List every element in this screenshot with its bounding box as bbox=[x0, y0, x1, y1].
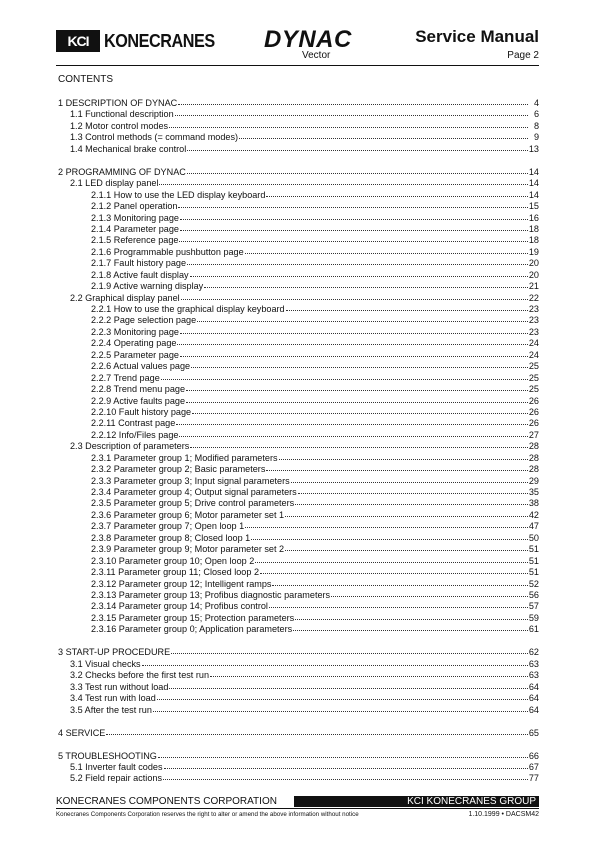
toc-entry[interactable] bbox=[58, 452, 539, 463]
toc-entry-page: 61 bbox=[528, 624, 539, 635]
toc-dot-leader bbox=[190, 269, 528, 277]
toc-entry[interactable] bbox=[58, 669, 539, 680]
toc-entry[interactable] bbox=[58, 543, 539, 554]
toc-dot-leader bbox=[163, 772, 528, 780]
toc-dot-leader bbox=[175, 108, 528, 116]
toc-entry-page: 23 bbox=[528, 326, 539, 337]
toc-entry-page: 56 bbox=[528, 589, 539, 600]
toc-dot-leader bbox=[272, 578, 527, 586]
toc-entry-title: 2.1.8 Active fault display bbox=[91, 269, 189, 280]
toc-entry-page: 13 bbox=[528, 143, 539, 154]
toc-dot-leader bbox=[187, 143, 528, 151]
toc-entry-title: 2.2.7 Trend page bbox=[91, 372, 160, 383]
toc-entry[interactable] bbox=[58, 440, 539, 451]
toc-entry[interactable] bbox=[58, 337, 539, 348]
toc-entry-title: 2.2.2 Page selection page bbox=[91, 315, 197, 326]
toc-entry[interactable] bbox=[58, 623, 539, 634]
toc-entry-title: 3 START-UP PROCEDURE bbox=[58, 647, 171, 658]
toc-entry[interactable] bbox=[58, 520, 539, 531]
toc-entry-page: 21 bbox=[528, 281, 539, 292]
toc-entry[interactable] bbox=[58, 395, 539, 406]
toc-entry-title: 1.4 Mechanical brake control bbox=[70, 143, 187, 154]
product-subtitle: Vector bbox=[302, 50, 331, 61]
footer-company: KONECRANES COMPONENTS CORPORATION bbox=[56, 796, 277, 807]
toc-entry-page: 24 bbox=[528, 338, 539, 349]
toc-dot-leader bbox=[158, 750, 528, 758]
toc-entry-title: 2.2.12 Info/Files page bbox=[91, 429, 179, 440]
toc-entry-page: 15 bbox=[528, 201, 539, 212]
toc-entry-title: 5.1 Inverter fault codes bbox=[70, 762, 163, 772]
toc-entry-title: 2.1.4 Parameter page bbox=[91, 223, 179, 234]
toc-entry-title: 2.3.6 Parameter group 6; Motor parameter set 1 bbox=[91, 509, 285, 520]
toc-entry-title: 2.3.4 Parameter group 4; Output signal parameters bbox=[91, 487, 297, 498]
toc-entry[interactable] bbox=[58, 772, 539, 783]
toc-entry[interactable] bbox=[58, 612, 539, 623]
toc-dot-leader bbox=[260, 566, 528, 574]
toc-dot-leader bbox=[178, 97, 528, 105]
toc-entry-page: 23 bbox=[528, 315, 539, 326]
toc-entry-page: 24 bbox=[528, 349, 539, 360]
toc-entry[interactable] bbox=[58, 600, 539, 611]
toc-dot-leader bbox=[187, 166, 528, 174]
toc-entry[interactable] bbox=[58, 360, 539, 371]
toc-dot-leader bbox=[286, 303, 528, 311]
toc-entry-page: 22 bbox=[528, 292, 539, 303]
toc-entry-title: 5 TROUBLESHOOTING bbox=[58, 750, 157, 761]
toc-dot-leader bbox=[266, 189, 527, 197]
toc-entry[interactable] bbox=[58, 383, 539, 394]
toc-entry-title: 2.3.5 Parameter group 5; Drive control parameters bbox=[91, 498, 295, 509]
toc-entry-page: 50 bbox=[528, 532, 539, 543]
toc-dot-leader bbox=[285, 509, 528, 517]
toc-entry-page: 18 bbox=[528, 235, 539, 246]
footer-group-banner: KCI KONECRANES GROUP bbox=[294, 796, 539, 807]
toc-entry[interactable] bbox=[58, 200, 539, 211]
toc-entry-page: 51 bbox=[528, 544, 539, 555]
toc-entry-page: 67 bbox=[528, 762, 539, 772]
toc-entry-page: 62 bbox=[528, 647, 539, 658]
toc-entry-title: 2.3.15 Parameter group 15; Protection parameters bbox=[91, 612, 295, 623]
toc-entry-page: 42 bbox=[528, 509, 539, 520]
toc-dot-leader bbox=[331, 589, 528, 597]
toc-entry[interactable] bbox=[58, 681, 539, 692]
toc-entry[interactable] bbox=[58, 555, 539, 566]
toc-entry-title: 1 DESCRIPTION OF DYNAC bbox=[58, 98, 178, 108]
toc-dot-leader bbox=[191, 360, 528, 368]
toc-dot-leader bbox=[197, 314, 528, 322]
toc-entry-page: 64 bbox=[528, 704, 539, 715]
footer-rule bbox=[56, 808, 539, 809]
toc-entry-title: 2.3.1 Parameter group 1; Modified parameters bbox=[91, 452, 278, 463]
toc-entry-title: 2.1 LED display panel bbox=[70, 178, 159, 189]
toc-dot-leader bbox=[179, 429, 527, 437]
table-of-contents bbox=[58, 97, 539, 784]
toc-entry-page: 14 bbox=[528, 166, 539, 177]
toc-entry[interactable] bbox=[58, 429, 539, 440]
toc-entry[interactable] bbox=[58, 326, 539, 337]
toc-entry-page: 14 bbox=[528, 178, 539, 189]
toc-entry-page: 28 bbox=[528, 441, 539, 452]
toc-entry-title: 2.1.7 Fault history page bbox=[91, 258, 187, 269]
toc-entry-page: 77 bbox=[528, 773, 539, 784]
toc-dot-leader bbox=[169, 120, 528, 128]
toc-entry[interactable] bbox=[58, 303, 539, 314]
header-rule bbox=[56, 65, 539, 66]
toc-dot-leader bbox=[161, 372, 528, 380]
toc-dot-leader bbox=[180, 223, 528, 231]
toc-dot-leader bbox=[169, 681, 527, 689]
toc-entry-page: 29 bbox=[528, 475, 539, 486]
toc-entry-page: 63 bbox=[528, 670, 539, 681]
toc-entry-title: 2.1.6 Programmable pushbutton page bbox=[91, 246, 244, 257]
toc-entry-title: 2.2.3 Monitoring page bbox=[91, 326, 179, 337]
toc-entry[interactable] bbox=[58, 97, 539, 108]
toc-entry-page: 26 bbox=[528, 406, 539, 417]
toc-dot-leader bbox=[266, 463, 527, 471]
toc-dot-leader bbox=[239, 131, 528, 139]
contents-heading: CONTENTS bbox=[58, 74, 113, 85]
toc-entry[interactable] bbox=[58, 566, 539, 577]
toc-entry-page: 14 bbox=[528, 189, 539, 200]
toc-dot-leader bbox=[153, 704, 528, 712]
toc-dot-leader bbox=[245, 246, 528, 254]
toc-entry[interactable] bbox=[58, 578, 539, 589]
toc-entry-title: 2.3.10 Parameter group 10; Open loop 2 bbox=[91, 555, 255, 566]
manual-title: Service Manual bbox=[415, 27, 539, 46]
toc-entry[interactable] bbox=[58, 108, 539, 119]
toc-entry-title: 2.1.1 How to use the LED display keyboard bbox=[91, 189, 266, 200]
page-number: Page 2 bbox=[507, 50, 539, 61]
toc-entry-title: 2.2.4 Operating page bbox=[91, 338, 177, 349]
toc-entry-title: 2.1.3 Monitoring page bbox=[91, 212, 179, 223]
toc-dot-leader bbox=[245, 520, 528, 528]
toc-entry-title: 2.2.5 Parameter page bbox=[91, 349, 179, 360]
toc-entry-title: 2.1.2 Panel operation bbox=[91, 201, 178, 212]
toc-entry[interactable] bbox=[58, 417, 539, 428]
toc-dot-leader bbox=[176, 417, 528, 425]
toc-entry[interactable] bbox=[58, 177, 539, 188]
toc-dot-leader bbox=[295, 497, 528, 505]
toc-dot-leader bbox=[251, 532, 528, 540]
toc-entry-title: 3.1 Visual checks bbox=[70, 658, 141, 669]
toc-entry-page: 8 bbox=[533, 120, 539, 131]
toc-entry[interactable] bbox=[58, 532, 539, 543]
toc-entry-title: 2.2.6 Actual values page bbox=[91, 361, 191, 372]
toc-entry-page: 16 bbox=[528, 212, 539, 223]
product-name: DYNAC bbox=[264, 26, 352, 53]
toc-entry[interactable] bbox=[58, 486, 539, 497]
toc-entry[interactable] bbox=[58, 280, 539, 291]
toc-entry[interactable] bbox=[58, 131, 539, 142]
toc-entry-page: 23 bbox=[528, 304, 539, 315]
toc-entry-page: 59 bbox=[528, 612, 539, 623]
toc-entry-title: 2.1.9 Active warning display bbox=[91, 281, 204, 292]
toc-entry-title: 2.2 Graphical display panel bbox=[70, 292, 180, 303]
toc-entry[interactable] bbox=[58, 189, 539, 200]
toc-dot-leader bbox=[187, 257, 528, 265]
toc-entry[interactable] bbox=[58, 269, 539, 280]
toc-entry-title: 2.2.1 How to use the graphical display keyboard bbox=[91, 304, 285, 315]
toc-entry-title: 3.4 Test run with load bbox=[70, 693, 156, 704]
company-name: KONECRANES bbox=[104, 30, 215, 51]
toc-entry-page: 51 bbox=[528, 555, 539, 566]
toc-entry-title: 2.3.12 Parameter group 12; Intelligent ramps bbox=[91, 578, 272, 589]
toc-entry[interactable] bbox=[58, 120, 539, 131]
toc-entry[interactable] bbox=[58, 704, 539, 715]
toc-entry-page: 66 bbox=[528, 750, 539, 761]
footer-date-code: 1.10.1999 • DACSM42 bbox=[468, 811, 539, 818]
toc-entry-page: 9 bbox=[533, 132, 539, 143]
toc-entry[interactable] bbox=[58, 212, 539, 223]
toc-dot-leader bbox=[180, 212, 528, 220]
toc-dot-leader bbox=[179, 234, 527, 242]
toc-entry[interactable] bbox=[58, 646, 539, 657]
toc-dot-leader bbox=[255, 555, 528, 563]
toc-entry-page: 27 bbox=[528, 429, 539, 440]
toc-entry-title: 2.3.8 Parameter group 8; Closed loop 1 bbox=[91, 532, 251, 543]
toc-dot-leader bbox=[106, 727, 528, 735]
toc-entry[interactable] bbox=[58, 246, 539, 257]
toc-entry[interactable] bbox=[58, 497, 539, 508]
toc-entry-title: 4 SERVICE bbox=[58, 727, 106, 738]
toc-entry-title: 1.2 Motor control modes bbox=[70, 120, 169, 131]
toc-dot-leader bbox=[279, 452, 528, 460]
page-header bbox=[56, 26, 539, 64]
toc-dot-leader bbox=[164, 761, 528, 769]
toc-entry-page: 20 bbox=[528, 258, 539, 269]
konecranes-logo bbox=[56, 30, 227, 52]
toc-entry[interactable] bbox=[58, 727, 539, 738]
toc-entry[interactable] bbox=[58, 750, 539, 761]
toc-entry-title: 2.3.2 Parameter group 2; Basic parameters bbox=[91, 464, 266, 475]
toc-dot-leader bbox=[293, 623, 528, 631]
toc-entry[interactable] bbox=[58, 143, 539, 154]
toc-entry-page: 28 bbox=[528, 452, 539, 463]
toc-entry-page: 20 bbox=[528, 269, 539, 280]
toc-entry-page: 18 bbox=[528, 223, 539, 234]
toc-entry[interactable] bbox=[58, 223, 539, 234]
toc-entry-page: 57 bbox=[528, 601, 539, 612]
toc-entry-page: 25 bbox=[528, 384, 539, 395]
toc-entry-title: 3.3 Test run without load bbox=[70, 681, 169, 692]
toc-entry-page: 47 bbox=[528, 521, 539, 532]
toc-entry-title: 2.3.11 Parameter group 11; Closed loop 2 bbox=[91, 567, 260, 578]
kci-logo-mark: KCI bbox=[56, 30, 100, 52]
toc-entry-page: 64 bbox=[528, 681, 539, 692]
toc-entry[interactable] bbox=[58, 292, 539, 303]
toc-entry-page: 38 bbox=[528, 498, 539, 509]
toc-entry[interactable] bbox=[58, 761, 539, 772]
toc-entry-page: 63 bbox=[528, 658, 539, 669]
toc-entry[interactable] bbox=[58, 234, 539, 245]
toc-entry-title: 1.1 Functional description bbox=[70, 109, 174, 120]
toc-entry-page: 26 bbox=[528, 418, 539, 429]
toc-dot-leader bbox=[192, 406, 528, 414]
toc-entry[interactable] bbox=[58, 658, 539, 669]
toc-entry-title: 2.3.16 Parameter group 0; Application parameters bbox=[91, 624, 293, 635]
toc-entry[interactable] bbox=[58, 257, 539, 268]
toc-entry-page: 65 bbox=[528, 727, 539, 738]
toc-dot-leader bbox=[177, 337, 527, 345]
toc-entry[interactable] bbox=[58, 692, 539, 703]
toc-entry-title: 2.3.9 Parameter group 9; Motor parameter set 2 bbox=[91, 544, 285, 555]
toc-entry[interactable] bbox=[58, 509, 539, 520]
toc-entry-title: 2.3.13 Parameter group 13; Profibus diagnostic parameters bbox=[91, 589, 331, 600]
toc-entry-page: 26 bbox=[528, 395, 539, 406]
footer-disclaimer: Konecranes Components Corporation reserves the right to alter or amend the above information without notice bbox=[56, 811, 359, 818]
toc-entry-title: 2.3.7 Parameter group 7; Open loop 1 bbox=[91, 521, 245, 532]
toc-entry-page: 6 bbox=[533, 109, 539, 120]
toc-entry-page: 51 bbox=[528, 567, 539, 578]
toc-dot-leader bbox=[180, 326, 528, 334]
toc-entry-title: 2.2.8 Trend menu page bbox=[91, 384, 186, 395]
toc-dot-leader bbox=[159, 177, 527, 185]
toc-entry-page: 64 bbox=[528, 693, 539, 704]
toc-entry[interactable] bbox=[58, 463, 539, 474]
toc-entry-page: 28 bbox=[528, 464, 539, 475]
toc-entry[interactable] bbox=[58, 166, 539, 177]
toc-dot-leader bbox=[298, 486, 528, 494]
toc-dot-leader bbox=[269, 600, 528, 608]
toc-dot-leader bbox=[190, 440, 528, 448]
toc-entry-title: 2.2.11 Contrast page bbox=[91, 418, 176, 429]
toc-entry-title: 2.3.3 Parameter group 3; Input signal parameters bbox=[91, 475, 290, 486]
toc-entry-title: 3.5 After the test run bbox=[70, 704, 152, 715]
toc-entry-page: 19 bbox=[528, 246, 539, 257]
toc-entry[interactable] bbox=[58, 372, 539, 383]
toc-dot-leader bbox=[291, 475, 528, 483]
toc-entry[interactable] bbox=[58, 475, 539, 486]
toc-entry[interactable] bbox=[58, 589, 539, 600]
toc-entry-title: 2.3 Description of parameters bbox=[70, 441, 190, 452]
toc-entry-title: 2.1.5 Reference page bbox=[91, 235, 179, 246]
toc-dot-leader bbox=[285, 543, 528, 551]
toc-dot-leader bbox=[186, 383, 528, 391]
toc-dot-leader bbox=[295, 612, 528, 620]
toc-dot-leader bbox=[157, 692, 528, 700]
toc-dot-leader bbox=[204, 280, 528, 288]
toc-entry[interactable] bbox=[58, 349, 539, 360]
toc-dot-leader bbox=[178, 200, 527, 208]
toc-dot-leader bbox=[142, 658, 528, 666]
toc-dot-leader bbox=[210, 669, 528, 677]
toc-entry-title: 2.2.10 Fault history page bbox=[91, 406, 192, 417]
toc-entry[interactable] bbox=[58, 314, 539, 325]
toc-dot-leader bbox=[181, 292, 528, 300]
toc-entry-title: 2.3.14 Parameter group 14; Profibus control bbox=[91, 601, 268, 612]
toc-dot-leader bbox=[186, 395, 528, 403]
toc-entry-page: 52 bbox=[528, 578, 539, 589]
toc-entry-title: 5.2 Field repair actions bbox=[70, 773, 162, 784]
toc-dot-leader bbox=[171, 646, 528, 654]
toc-entry-title: 2.2.9 Active faults page bbox=[91, 395, 186, 406]
toc-entry-page: 4 bbox=[533, 98, 539, 108]
toc-entry-page: 25 bbox=[528, 372, 539, 383]
toc-entry[interactable] bbox=[58, 406, 539, 417]
toc-entry-title: 2 PROGRAMMING OF DYNAC bbox=[58, 166, 186, 177]
toc-entry-page: 25 bbox=[528, 361, 539, 372]
toc-entry-title: 3.2 Checks before the first test run bbox=[70, 670, 209, 681]
toc-dot-leader bbox=[180, 349, 528, 357]
toc-entry-page: 35 bbox=[528, 487, 539, 498]
toc-entry-title: 1.3 Control methods (= command modes) bbox=[70, 132, 239, 143]
